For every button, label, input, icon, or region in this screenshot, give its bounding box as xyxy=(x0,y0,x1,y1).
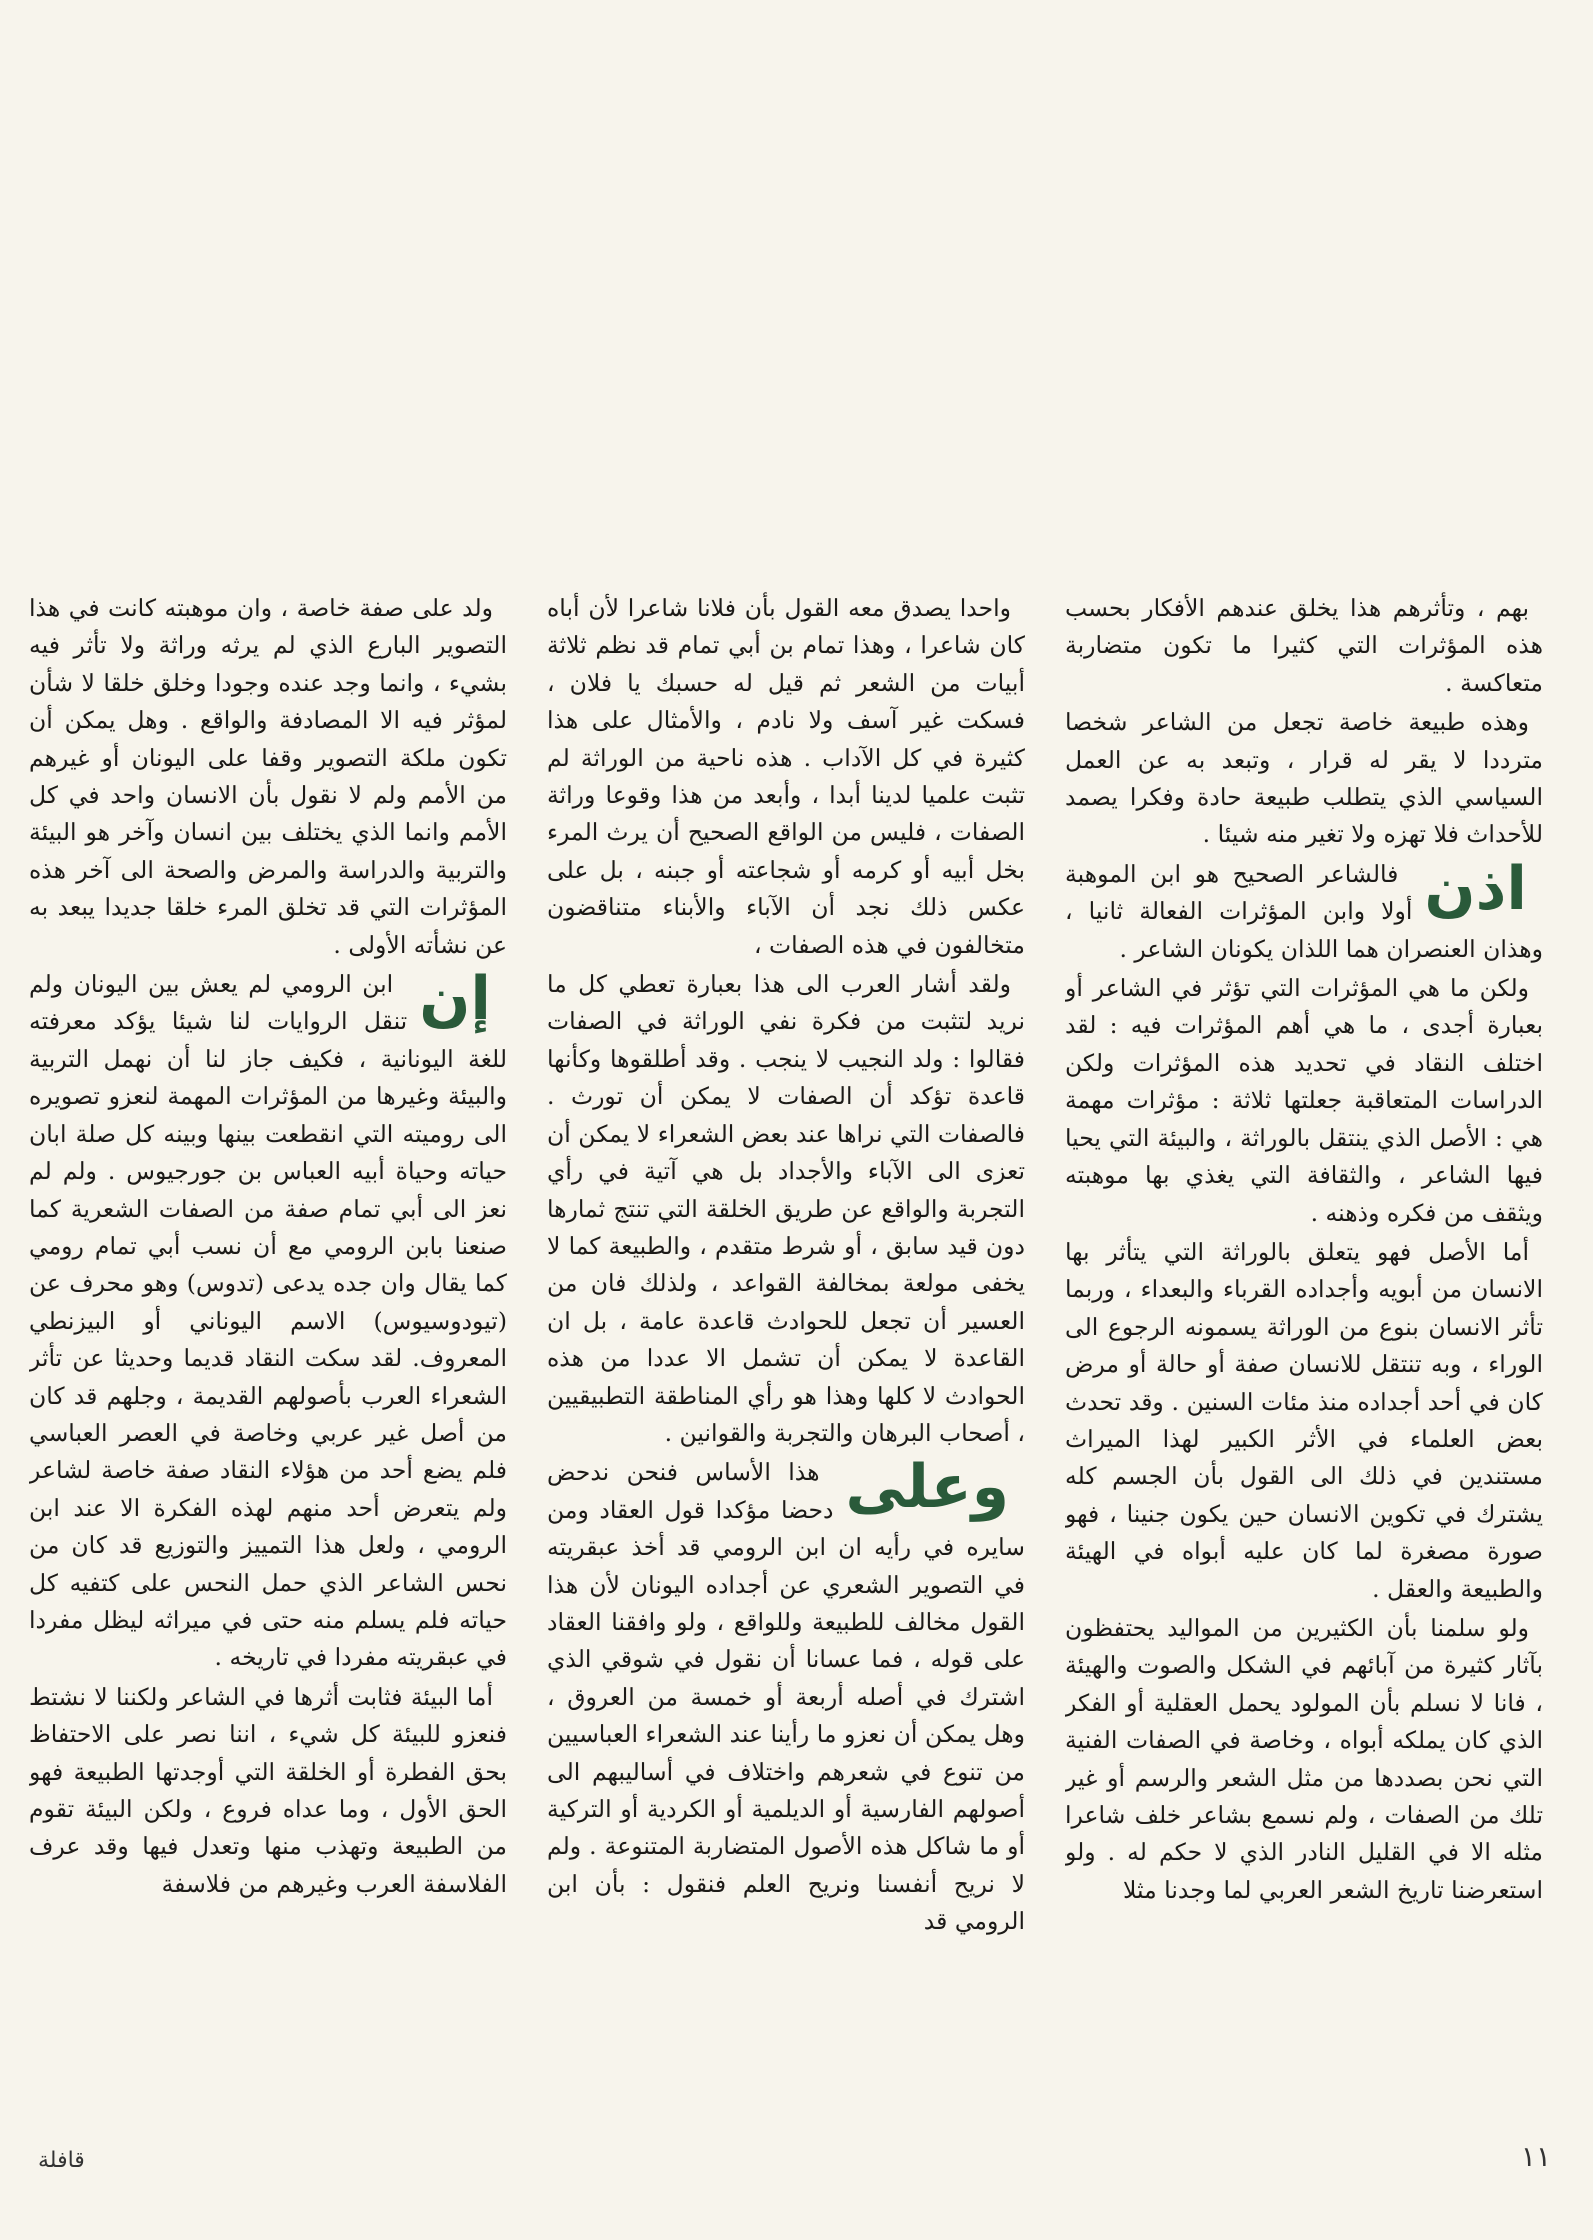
paragraph xyxy=(1065,970,1543,1232)
paragraph-text: أما الأصل فهو يتعلق بالوراثة التي يتأثر بها الانسان من أبويه وأجداده القرباء والبعداء ، وربما تأثر الانسان بنوع من الوراثة يسمونه الرجوع الى الوراء ، وبه تنتقل للانسان صفة أو حالة أو مرض كان في أحد أجداده منذ مئات السنين . وقد تحدث بعض العلماء في الأثر الكبير لهذا الميراث مستندين في ذلك الى القول بأن الجسم كله يشترك في تكوين الانسان حين يكون جنينا ، فهو صورة مصغرة لما كان عليه أبواه في الهيئة والطبيعة والعقل . xyxy=(1065,1237,1543,1603)
paragraph-text: ولو سلمنا بأن الكثيرين من المواليد يحتفظون بآثار كثيرة من آبائهم في الشكل والصوت والهيئة ، فانا لا نسلم بأن المولود يحمل العقلية أو الفكر الذي كان يملكه أبواه ، وخاصة في الصفات الفنية التي نحن بصددها من مثل الشعر والرسم أو غير تلك من الصفات ، ولم نسمع بشاعر خلف شاعرا مثله الا في القليل النادر الذي لا حكم له . ولو استعرضنا تاريخ الشعر العربي لما وجدنا مثلا xyxy=(1065,1613,1543,1904)
paragraph xyxy=(29,1679,507,1903)
blank-top-area xyxy=(0,0,1593,570)
paragraph xyxy=(1065,1610,1543,1909)
column-middle xyxy=(547,590,1025,2105)
paragraph-text: ابن الرومي لم يعش بين اليونان ولم تنقل الروايات لنا شيئا يؤكد معرفته للغة اليونانية ، فكيف جاز لنا أن نهمل التربية والبيئة وغيرها من المؤثرات المهمة لنعزو تصويره الى روميته التي انقطعت بينها وبينه كل صلة ابان حياته وحياة أبيه العباس بن جورجيوس . ولم لم نعز الى أبي تمام صفة من الصفات الشعرية كما صنعنا بابن الرومي مع أن نسب أبي تمام رومي كما يقال وان جده يدعى (تدوس) وهو محرف عن (تيودوسيوس) الاسم اليوناني أو البيزنطي المعروف. لقد سكت النقاد قديما وحديثا عن تأثر الشعراء العرب بأصولهم القديمة ، وجلهم قد كان من أصل غير عربي وخاصة في العصر العباسي فلم يضع أحد من هؤلاء النقاد صفة خاصة لشاعر ولم يتعرض أحد منهم لهذه الفكرة الا عند ابن الرومي ، ولعل هذا التمييز والتوزيع قد كان من نحس الشاعر الذي حمل النحس على كتفيه كل حياته فلم يسلم منه حتى في ميراثه ليظل مفردا في عبقريته مفردا في تاريخه . xyxy=(29,970,507,1672)
paragraph xyxy=(1065,853,1543,968)
column-right xyxy=(1065,590,1543,2105)
drop-cap-word: اذن xyxy=(1424,853,1527,924)
article-columns xyxy=(28,590,1543,2105)
paragraph-text: فالشاعر الصحيح هو ابن الموهبة أولا وابن المؤثرات الفعالة ثانيا ، وهذان العنصران هما اللذان يكونان الشاعر . xyxy=(1065,859,1543,963)
paragraph-text: أما البيئة فثابت أثرها في الشاعر ولكننا لا نشتط فنعزو للبيئة كل شيء ، اننا نصر على الاحتفاظ بحق الفطرة أو الخلقة التي أوجدتها الطبيعة فهو الحق الأول ، وما عداه فروع ، ولكن البيئة تقوم من الطبيعة وتهذب منها وتعدل فيها وقد عرف الفلاسفة العرب وغيرهم من فلاسفة xyxy=(29,1682,507,1898)
paragraph xyxy=(29,966,507,1677)
paragraph xyxy=(547,590,1025,964)
paragraph xyxy=(547,1454,1025,1940)
column-left xyxy=(29,590,507,2105)
paragraph-text: وهذه طبيعة خاصة تجعل من الشاعر شخصا مترددا لا يقر له قرار ، وتبعد به عن العمل السياسي الذي يتطلب طبيعة حادة وفكرا يصمد للأحداث فلا تهزه ولا تغير منه شيئا . xyxy=(1065,708,1543,849)
magazine-name: قافلة xyxy=(38,2148,85,2173)
paragraph-text: واحدا يصدق معه القول بأن فلانا شاعرا لأن أباه كان شاعرا ، وهذا تمام بن أبي تمام قد نظم ثلاثة أبيات من الشعر ثم قيل له حسبك يا فلان ، فسكت غير آسف ولا نادم ، والأمثال على هذا كثيرة في كل الآداب . هذه ناحية من الوراثة لم تثبت علميا لدينا أبدا ، وأبعد من هذا وقوعا وراثة الصفات ، فليس من الواقع الصحيح أن يرث المرء بخل أبيه أو كرمه أو شجاعته أو جبنه ، بل على عكس ذلك نجد أن الآباء والأبناء متناقضون متخالفون في هذه الصفات ، xyxy=(547,594,1025,959)
paragraph xyxy=(29,590,507,964)
paragraph xyxy=(1065,590,1543,702)
paragraph xyxy=(547,966,1025,1452)
paragraph-text: بهم ، وتأثرهم هذا يخلق عندهم الأفكار بحسب هذه المؤثرات التي كثيرا ما تكون متضاربة متعاكسة . xyxy=(1065,594,1543,697)
paragraph-text: ولكن ما هي المؤثرات التي تؤثر في الشاعر أو بعبارة أجدى ، ما هي أهم المؤثرات فيه : لقد اختلف النقاد في تحديد هذه المؤثرات ولكن الدراسات المتعاقبة جعلتها ثلاثة : مؤثرات مهمة هي : الأصل الذي ينتقل بالوراثة ، والبيئة التي يحيا فيها الشاعر ، والثقافة التي يغذي بها موهبته ويثقف من فكره وذهنه . xyxy=(1065,974,1543,1227)
drop-cap-word: وعلى xyxy=(845,1452,1009,1523)
drop-cap-word: إن xyxy=(419,964,491,1035)
paragraph-text: ولقد أشار العرب الى هذا بعبارة تعطي كل ما نريد لتثبت من فكرة نفي الوراثة في الصفات فقالوا : ولد النجيب لا ينجب . وقد أطلقوها وكأنها قاعدة تؤكد أن الصفات لا يمكن أن تورث . فالصفات التي نراها عند بعض الشعراء لا يمكن أن تعزى الى الآباء والأجداد بل هي آتية في رأي التجربة والواقع عن طريق الخلقة التي تنتج ثمارها دون قيد سابق ، أو شرط متقدم ، والطبيعة كما لا يخفى مولعة بمخالفة القواعد ، ولذلك فان من العسير أن تجعل للحوادث قاعدة عامة ، بل ان القاعدة لا يمكن أن تشمل الا عددا من هذه الحوادث لا كلها وهذا هو رأي المناطقة التطبيقيين ، أصحاب البرهان والتجربة والقوانين . xyxy=(547,970,1025,1447)
paragraph xyxy=(1065,704,1543,854)
paragraph-text: هذا الأساس فنحن ندحض دحضا مؤكدا قول العقاد ومن سايره في رأيه ان ابن الرومي قد أخذ عبقريته في التصوير الشعري عن أجداده اليونان لأن هذا القول مخالف للطبيعة وللواقع ، ولو وافقنا العقاد على قوله ، فما عسانا أن نقول في شوقي الذي اشترك في أصله أربعة أو خمسة من العروق ، وهل يمكن أن نعزو ما رأينا عند الشعراء العباسيين من تنوع في شعرهم واختلاف في أساليبهم الى أصولهم الفارسية أو الديلمية أو الكردية أو التركية أو ما شاكل هذه الأصول المتضاربة المتنوعة . ولم لا نريح أنفسنا ونريح العلم فنقول : بأن ابن الرومي قد xyxy=(547,1458,1025,1936)
paragraph xyxy=(1065,1234,1543,1608)
page-number: ١١ xyxy=(1520,2140,1551,2173)
paragraph-text: ولد على صفة خاصة ، وان موهبته كانت في هذا التصوير البارع الذي لم يرثه وراثة ولا تأثر فيه بشيء ، وانما وجد عنده وجودا وخلق خلقا لا شأن لمؤثر فيه الا المصادفة والواقع . وهل يمكن أن تكون ملكة التصوير وقفا على اليونان أو غيرهم من الأمم ولم لا نقول بأن الانسان واحد في كل الأمم وانما الذي يختلف بين انسان وآخر هو البيئة والتربية والدراسة والمرض والصحة الى آخر هذه المؤثرات التي قد تخلق المرء خلقا جديدا يبعد به عن نشأته الأولى . xyxy=(29,594,507,959)
